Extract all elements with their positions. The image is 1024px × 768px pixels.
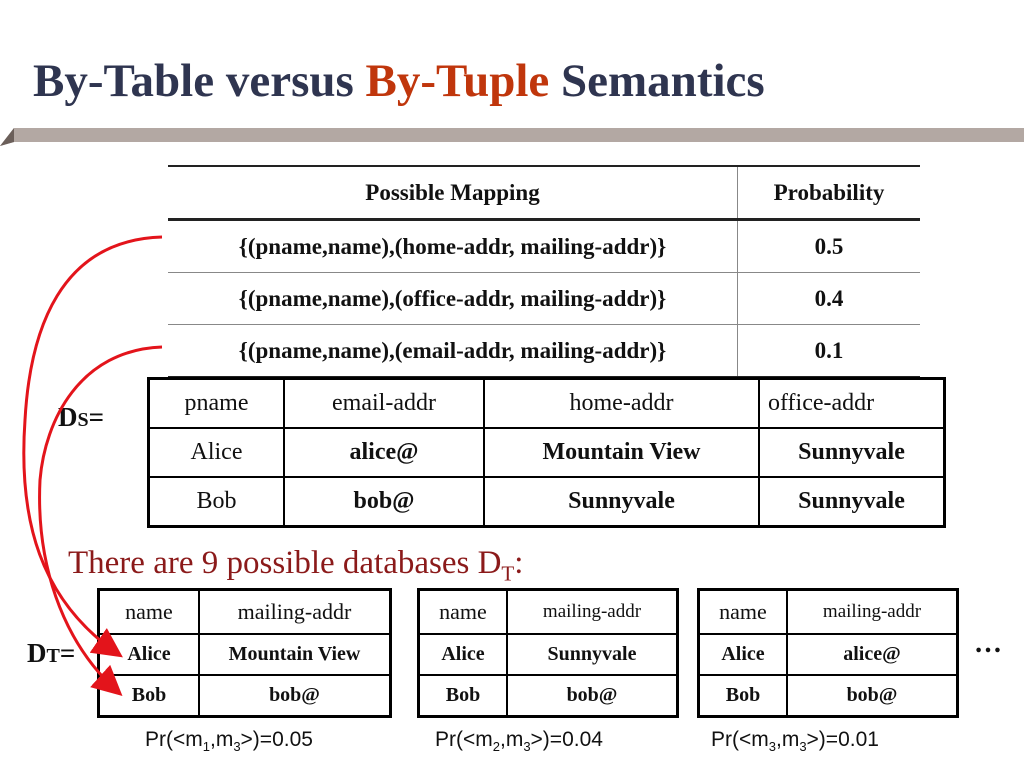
dt-row [419,675,678,717]
dt-row [99,675,391,717]
dt-label-sub: T [46,645,60,667]
ds-cell: Alice [149,428,285,477]
ds-label [58,402,104,433]
dt-row [99,634,391,675]
prob-text: >)=0.04 [530,728,603,751]
ds-cell: Sunnyvale [759,477,945,527]
intro-text [68,545,523,587]
dt-cell: bob@ [199,675,391,717]
ds-cell: Bob [149,477,285,527]
mapping-row [168,220,920,273]
prob-text: ,m [209,728,234,751]
prob-text: Pr(<m [711,728,769,751]
intro-text-suffix: : [514,545,524,581]
ds-label-main: D [58,402,78,432]
prob-text: >)=0.01 [806,728,879,751]
prob-text: ,m [499,728,524,751]
title-part-1: By-Table versus [33,55,366,107]
mapping-cell: {(pname,name),(home-addr, mailing-addr)} [168,220,738,273]
mapping-cell: {(pname,name),(office-addr, mailing-addr)} [168,273,738,325]
ds-cell: Sunnyvale [484,477,759,527]
dt-header-cell: mailing-addr [787,590,958,635]
dt-label [27,638,75,669]
mapping-row [168,325,920,378]
intro-text-sub: T [501,561,515,586]
ds-cell: alice@ [284,428,484,477]
mapping-header-cell: Possible Mapping [168,166,738,220]
dt-header-cell: mailing-addr [199,590,391,635]
mapping-header-cell: Probability [738,166,921,220]
dt-header-cell: name [419,590,508,635]
title-rule [0,126,1024,146]
mapping-table [168,165,920,378]
dt-label-eq: = [59,638,76,668]
probability-label [435,728,603,754]
ds-row [149,428,945,477]
ds-label-sub: S [77,409,89,431]
dt-cell: Bob [99,675,200,717]
mapping-cell: {(pname,name),(email-addr, mailing-addr)} [168,325,738,378]
dt-header-row [699,590,958,635]
ds-header-row [149,379,945,429]
dt-cell: Bob [699,675,788,717]
dt-cell: alice@ [787,634,958,675]
dt-header-cell: mailing-addr [507,590,678,635]
dt-header-row [99,590,391,635]
ds-header-cell: pname [149,379,285,429]
mapping-header-row [168,166,920,220]
dt-row [699,634,958,675]
slide-title [33,54,765,108]
prob-sub: 3 [523,739,531,755]
mapping-row [168,273,920,325]
dt-cell: Sunnyvale [507,634,678,675]
ds-header-cell: office-addr [759,379,945,429]
probability-label [145,728,313,754]
ds-row [149,477,945,527]
dt-cell: Alice [699,634,788,675]
title-rule-bar [0,128,1024,146]
dt-row [419,634,678,675]
prob-sub: 3 [233,739,241,755]
prob-sub: 2 [492,739,500,755]
dt-cell: Mountain View [199,634,391,675]
dt-cell: Alice [99,634,200,675]
prob-text: Pr(<m [435,728,493,751]
prob-sub: 1 [202,739,210,755]
ds-cell: Sunnyvale [759,428,945,477]
probability-cell: 0.5 [738,220,921,273]
title-part-2: By-Tuple [365,55,550,107]
dt-table [417,588,679,718]
ds-cell: bob@ [284,477,484,527]
title-rule-tip [0,128,14,146]
prob-sub: 3 [799,739,807,755]
dt-cell: bob@ [787,675,958,717]
dt-table [697,588,959,718]
prob-sub: 3 [768,739,776,755]
dt-header-row [419,590,678,635]
dt-header-cell: name [99,590,200,635]
prob-text: Pr(<m [145,728,203,751]
prob-text: >)=0.05 [240,728,313,751]
more-databases-ellipsis: … [974,628,1002,659]
title-part-3: Semantics [549,55,765,107]
ds-cell: Mountain View [484,428,759,477]
ds-label-eq: = [88,402,105,432]
dt-cell: Alice [419,634,508,675]
probability-cell: 0.1 [738,325,921,378]
dt-header-cell: name [699,590,788,635]
dt-row [699,675,958,717]
dt-cell: Bob [419,675,508,717]
probability-cell: 0.4 [738,273,921,325]
ds-header-cell: email-addr [284,379,484,429]
dt-cell: bob@ [507,675,678,717]
ds-table [147,377,946,528]
dt-label-main: D [27,638,47,668]
intro-text-main: There are 9 possible databases D [68,545,502,581]
ds-header-cell: home-addr [484,379,759,429]
dt-table [97,588,392,718]
probability-label [711,728,879,754]
prob-text: ,m [775,728,800,751]
